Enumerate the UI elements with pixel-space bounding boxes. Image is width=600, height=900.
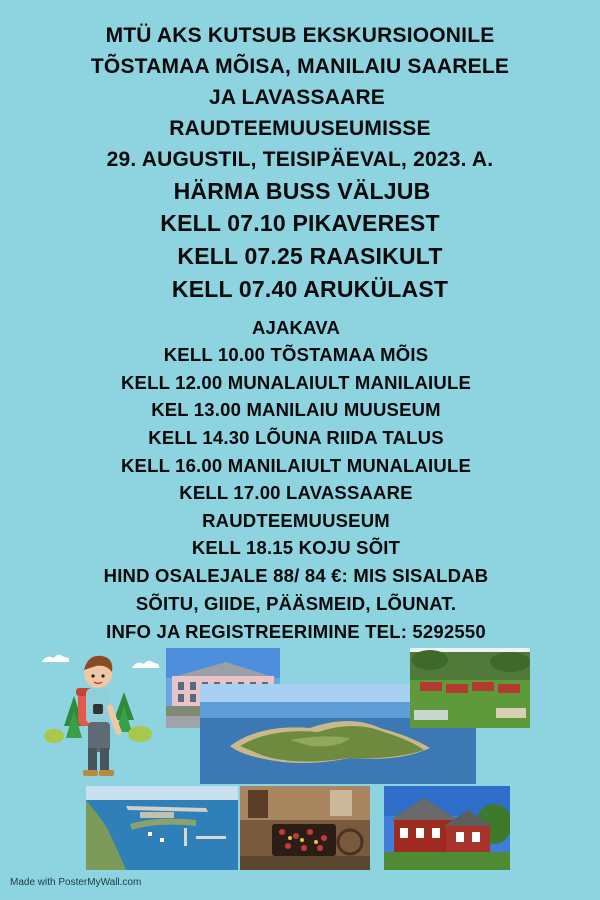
hiker-illustration bbox=[36, 648, 164, 782]
bus-departure-3: KELL 07.40 ARUKÜLAST bbox=[171, 276, 449, 302]
schedule-item: KELL 18.15 KOJU SÕIT bbox=[191, 537, 401, 558]
schedule-item: RAUDTEEMUUSEUM bbox=[202, 510, 390, 531]
header-line-4: RAUDTEEMUUSEUMISSE bbox=[169, 117, 431, 140]
bus-departure-2: KELL 07.25 RAASIKULT bbox=[177, 243, 443, 269]
bus-title: HÄRMA BUSS VÄLJUB bbox=[173, 178, 431, 204]
harbor-aerial-photo bbox=[86, 786, 238, 870]
schedule-item: KELL 14.30 LÕUNA RIIDA TALUS bbox=[148, 427, 444, 448]
price-info: HIND OSALEJALE 88/ 84 €: MIS SISALDAB bbox=[103, 565, 489, 586]
schedule-item: KELL 10.00 TÕSTAMAA MÕIS bbox=[163, 344, 429, 365]
railway-museum-photo bbox=[410, 648, 530, 728]
farmhouse-photo bbox=[384, 786, 510, 870]
schedule-item: KELL 12.00 MUNALAIULT MANILAIULE bbox=[120, 372, 472, 393]
schedule-item: KELL 16.00 MANILAIULT MUNALAIULE bbox=[120, 455, 472, 476]
museum-interior-photo bbox=[240, 786, 370, 870]
schedule-item: KELL 17.00 LAVASSAARE bbox=[179, 482, 413, 503]
price-includes: SÕITU, GIIDE, PÄÄSMEID, LÕUNAT. bbox=[135, 593, 457, 614]
schedule-title: AJAKAVA bbox=[251, 317, 341, 338]
registration-info: INFO JA REGISTREERIMINE TEL: 5292550 bbox=[106, 621, 486, 642]
bus-departure-1: KELL 07.10 PIKAVEREST bbox=[160, 210, 440, 236]
header-line-3: JA LAVASSAARE bbox=[208, 86, 386, 109]
schedule-item: KEL 13.00 MANILAIU MUUSEUM bbox=[151, 399, 441, 420]
event-date: 29. AUGUSTIL, TEISIPÄEVAL, 2023. A. bbox=[106, 148, 494, 171]
header-line-1: MTÜ AKS KUTSUB EKSKURSIOONILE bbox=[105, 24, 495, 47]
header-line-2: TÕSTAMAA MÕISA, MANILAIU SAARELE bbox=[90, 55, 510, 78]
poster-credit[interactable]: Made with PosterMyWall.com bbox=[10, 877, 142, 888]
